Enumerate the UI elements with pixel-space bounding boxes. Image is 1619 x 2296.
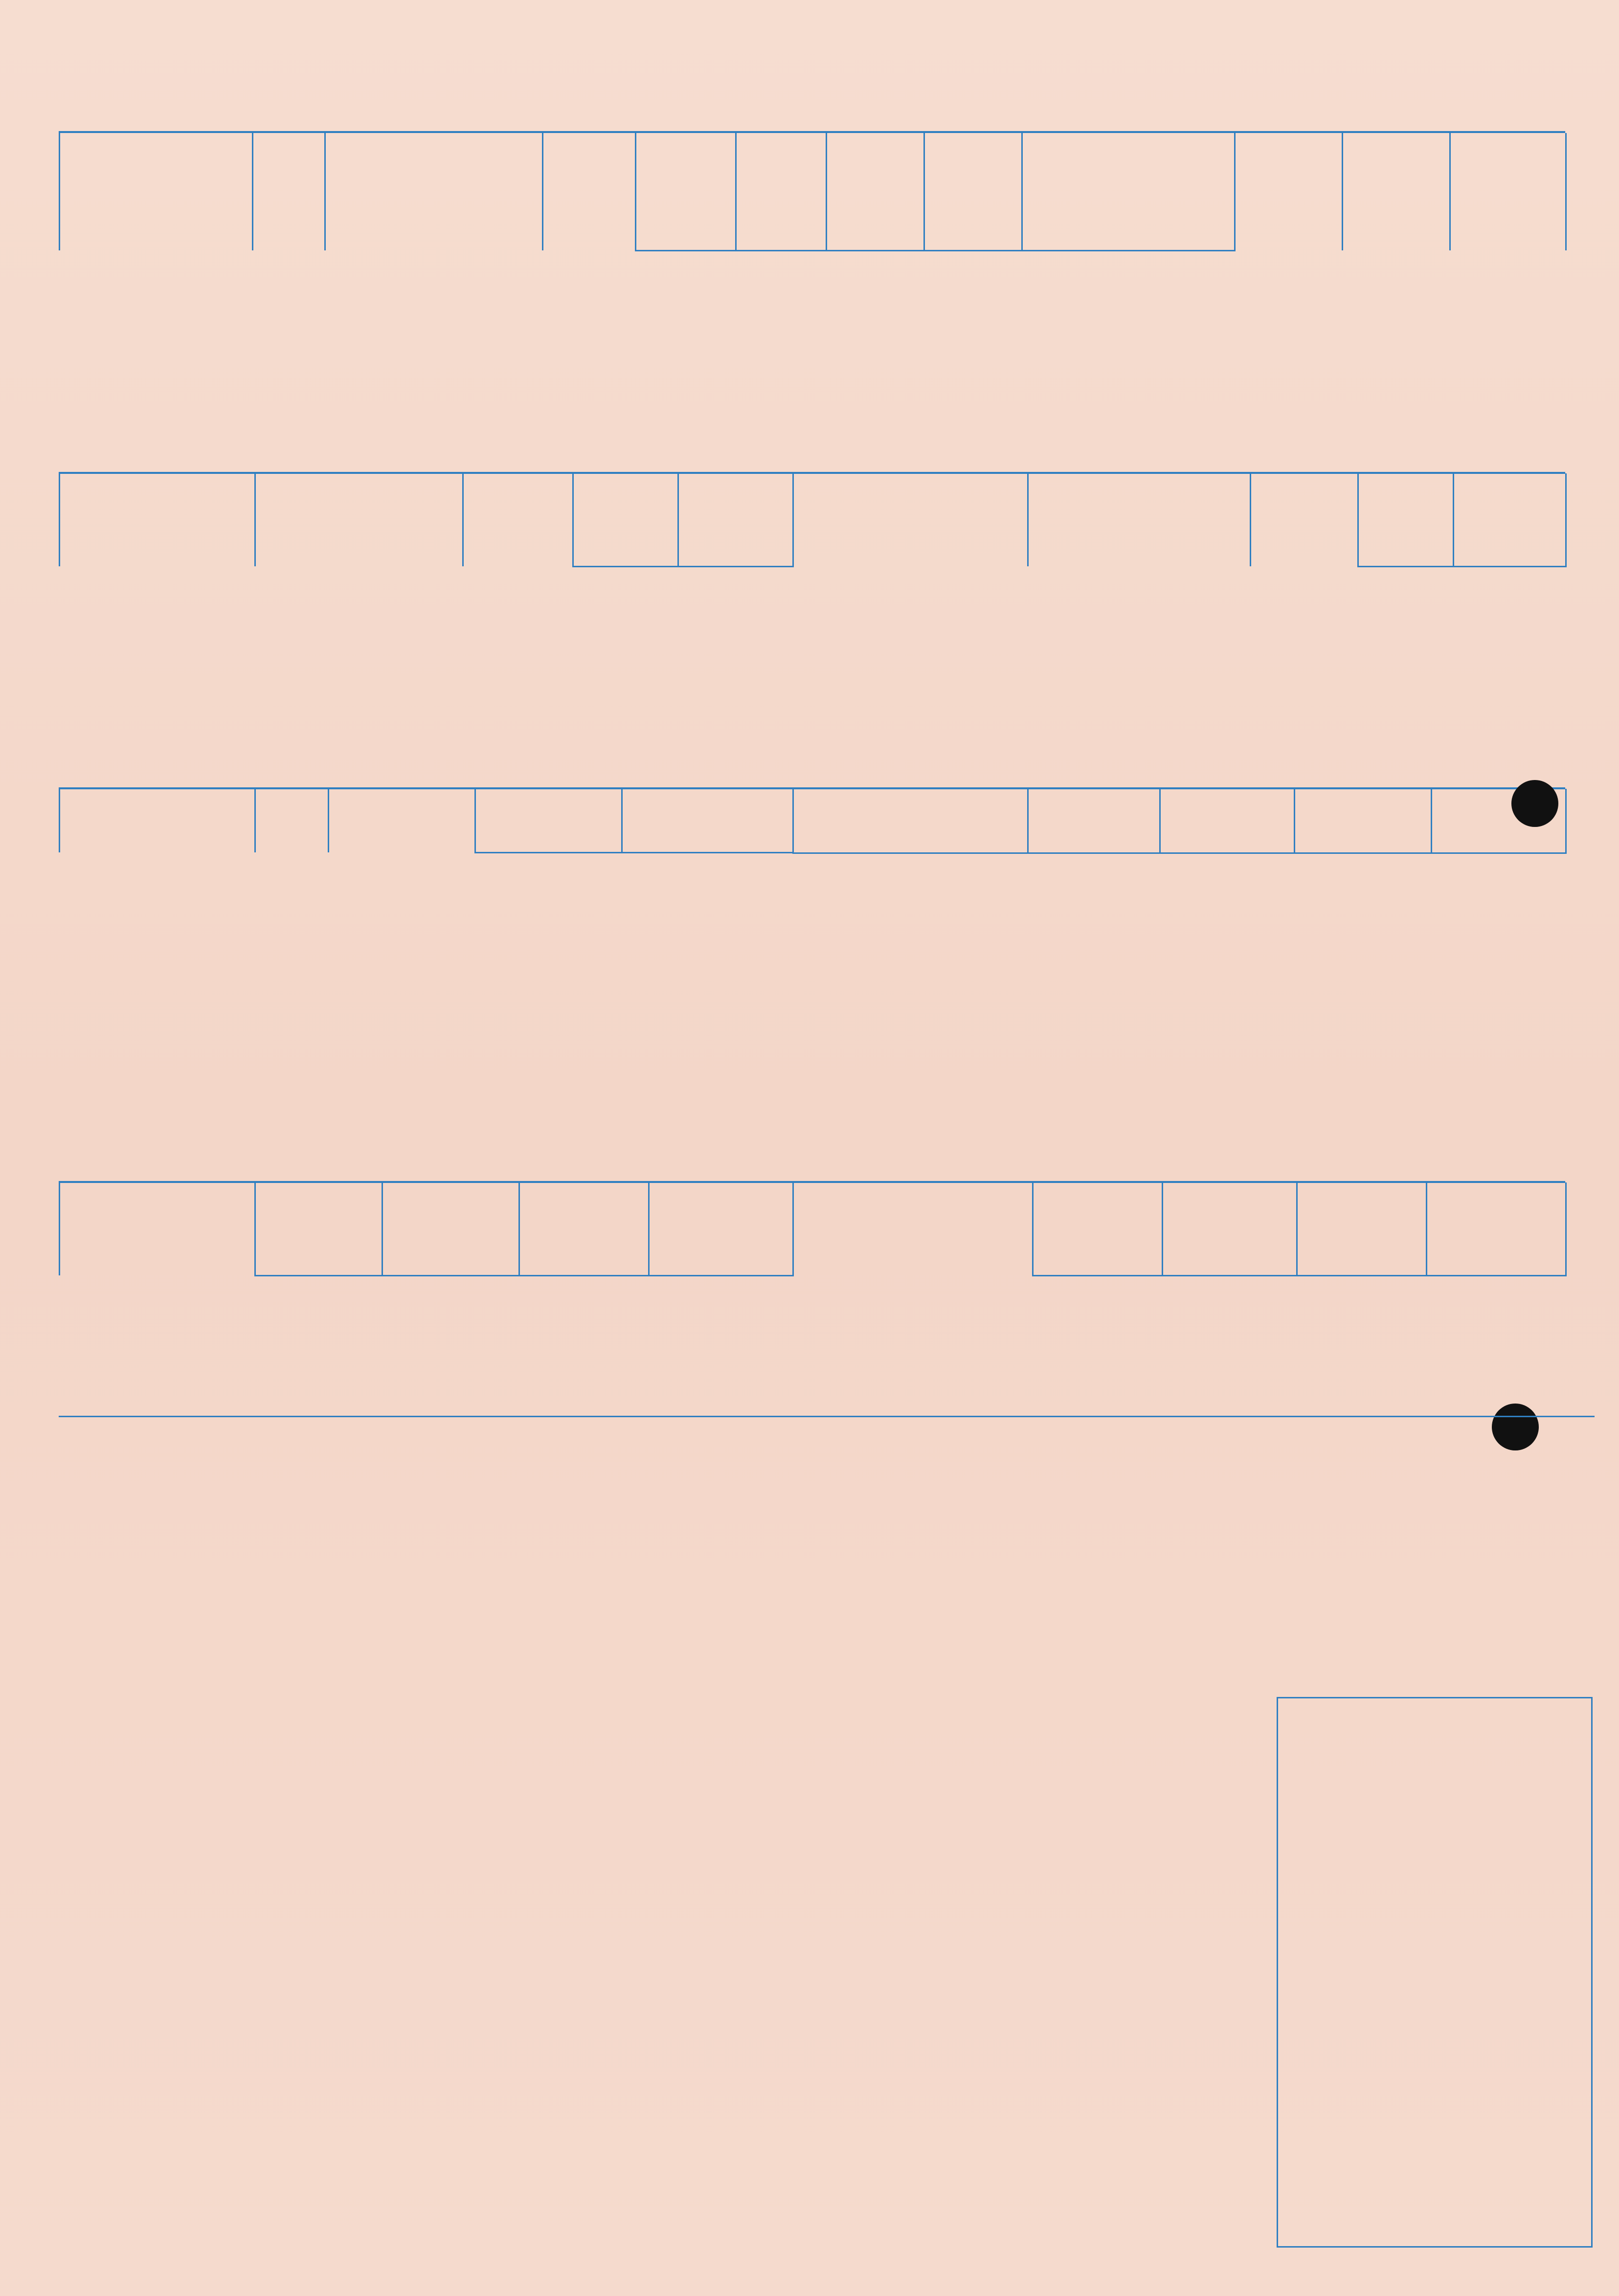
eb-header-station <box>793 789 1028 853</box>
header-wetter <box>325 133 543 250</box>
header-sonne <box>1235 133 1343 250</box>
astro-left-table <box>59 1182 794 1276</box>
aus-l-header-hoe <box>678 473 793 566</box>
astro-title <box>78 1142 88 1175</box>
header-hoechste <box>827 133 924 250</box>
header-station <box>60 133 253 250</box>
header-mittel <box>924 133 1022 250</box>
header-hoehe <box>253 133 325 250</box>
header-tiefst <box>1022 133 1235 250</box>
rule-atmo <box>59 1416 1595 1417</box>
aus-r-header-wetter <box>1028 473 1251 566</box>
astro-r-unt2 <box>1427 1182 1566 1275</box>
aus-l-header-wind <box>463 473 573 566</box>
astro-right-table <box>792 1182 1567 1276</box>
aus-l-header-station <box>60 473 255 566</box>
eb-header-t50 <box>1295 789 1432 853</box>
ausland-left-table <box>59 473 794 567</box>
astro-r-auf2 <box>1297 1182 1427 1275</box>
aus-r-header-station <box>793 473 1028 566</box>
astro-l-header-station <box>60 1182 255 1275</box>
astro-r-unt1 <box>1163 1182 1297 1275</box>
ld-header-meer-mb <box>622 789 793 852</box>
remarks-box <box>1277 1697 1593 2248</box>
astro-r-header-station <box>793 1182 1033 1275</box>
astro-l-auf2 <box>519 1182 649 1275</box>
ausland-right-table <box>792 473 1567 567</box>
header-taupunkt <box>736 133 827 250</box>
ld-header-meer-mm <box>475 789 622 852</box>
punch-hole-lower <box>1492 1404 1539 1450</box>
ld-header-barom <box>255 789 329 852</box>
aus-l-header-t7 <box>573 473 678 566</box>
eb-header-t20 <box>1160 789 1295 853</box>
astro-r-auf1 <box>1033 1182 1163 1275</box>
aus-r-header-hoe <box>1454 473 1566 566</box>
eb-header-t10 <box>1028 789 1160 853</box>
astro-l-unt2 <box>649 1182 793 1275</box>
erdboden-table <box>792 789 1567 854</box>
page-title <box>489 73 528 106</box>
ld-header-station <box>60 789 255 852</box>
luftdruck-table <box>59 789 794 853</box>
atmo-title <box>49 1430 59 1463</box>
germany-table <box>59 133 1567 251</box>
astro-l-unt1 <box>382 1182 519 1275</box>
aus-l-header-wetter <box>255 473 463 566</box>
header-t2m <box>636 133 736 250</box>
aus-r-header-t7 <box>1358 473 1454 566</box>
punch-hole-upper <box>1511 780 1558 827</box>
header-nieder <box>1343 133 1450 250</box>
atmosphere-chart <box>59 1467 1257 2230</box>
aus-r-header-wind <box>1251 473 1358 566</box>
ld-header-mm <box>329 789 475 852</box>
astro-l-auf1 <box>255 1182 382 1275</box>
header-schnee <box>1450 133 1566 250</box>
header-wind <box>543 133 636 250</box>
